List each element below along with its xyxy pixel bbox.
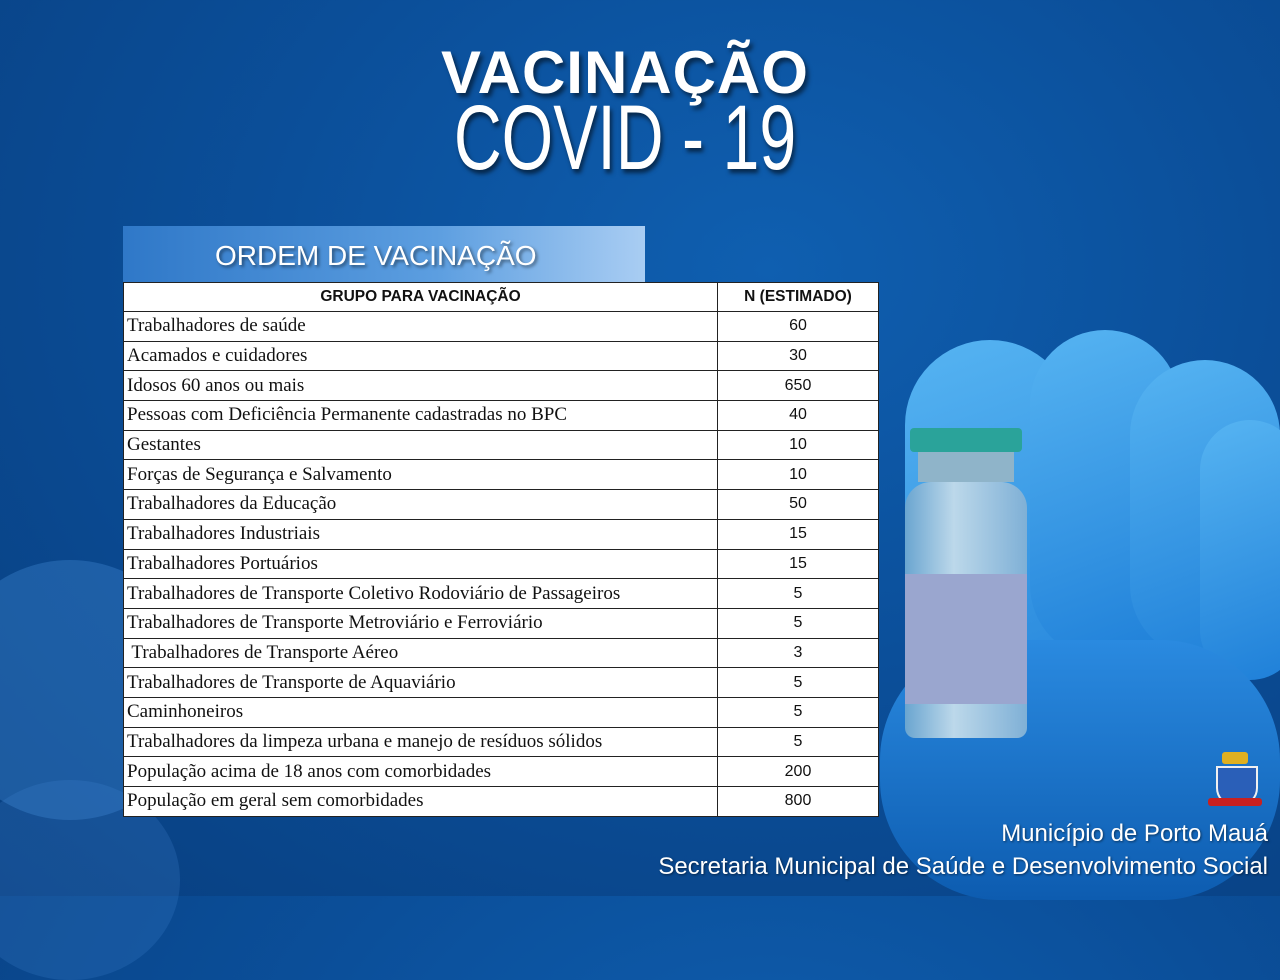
table-header-row bbox=[124, 283, 879, 312]
group-cell: Trabalhadores da Educação bbox=[124, 490, 718, 520]
vaccination-table bbox=[123, 282, 879, 817]
table-row bbox=[124, 312, 879, 342]
count-cell: 50 bbox=[718, 490, 879, 520]
table-row bbox=[124, 608, 879, 638]
count-cell: 5 bbox=[718, 727, 879, 757]
count-cell: 10 bbox=[718, 460, 879, 490]
count-cell: 10 bbox=[718, 430, 879, 460]
group-cell: Trabalhadores de Transporte de Aquaviário bbox=[124, 668, 718, 698]
group-cell: Trabalhadores de Transporte Aéreo bbox=[124, 638, 718, 668]
group-cell: Trabalhadores de Transporte Coletivo Rodoviário de Passageiros bbox=[124, 579, 718, 609]
count-cell: 15 bbox=[718, 549, 879, 579]
table-row bbox=[124, 371, 879, 401]
table-row bbox=[124, 697, 879, 727]
group-cell: Caminhoneiros bbox=[124, 697, 718, 727]
group-cell: Gestantes bbox=[124, 430, 718, 460]
count-cell: 5 bbox=[718, 579, 879, 609]
footer-secretariat: Secretaria Municipal de Saúde e Desenvolvimento Social bbox=[658, 853, 1268, 880]
section-banner bbox=[123, 226, 645, 282]
table-row bbox=[124, 341, 879, 371]
table-row bbox=[124, 460, 879, 490]
table-row bbox=[124, 519, 879, 549]
title-covid: COVID - 19 bbox=[453, 87, 797, 189]
footer-municipality: Município de Porto Mauá bbox=[1001, 820, 1268, 847]
table-row bbox=[124, 490, 879, 520]
group-cell: Pessoas com Deficiência Permanente cadastradas no BPC bbox=[124, 401, 718, 431]
table-row bbox=[124, 579, 879, 609]
table-row bbox=[124, 430, 879, 460]
table-row bbox=[124, 638, 879, 668]
group-cell: Trabalhadores de saúde bbox=[124, 312, 718, 342]
group-cell: Trabalhadores Portuários bbox=[124, 549, 718, 579]
count-cell: 650 bbox=[718, 371, 879, 401]
count-cell: 3 bbox=[718, 638, 879, 668]
group-cell: Idosos 60 anos ou mais bbox=[124, 371, 718, 401]
count-cell: 5 bbox=[718, 668, 879, 698]
table-row bbox=[124, 549, 879, 579]
count-cell: 200 bbox=[718, 757, 879, 787]
group-cell: População acima de 18 anos com comorbidades bbox=[124, 757, 718, 787]
table-row bbox=[124, 401, 879, 431]
group-cell: Forças de Segurança e Salvamento bbox=[124, 460, 718, 490]
header-group: GRUPO PARA VACINAÇÃO bbox=[124, 283, 718, 312]
municipal-coat-of-arms bbox=[1208, 752, 1262, 812]
group-cell: Trabalhadores Industriais bbox=[124, 519, 718, 549]
table-row bbox=[124, 787, 879, 817]
count-cell: 15 bbox=[718, 519, 879, 549]
group-cell: Trabalhadores da limpeza urbana e manejo de resíduos sólidos bbox=[124, 727, 718, 757]
header-count: N (ESTIMADO) bbox=[718, 283, 879, 312]
title-vacinacao: VACINAÇÃO bbox=[441, 39, 809, 106]
count-cell: 60 bbox=[718, 312, 879, 342]
table-row bbox=[124, 727, 879, 757]
count-cell: 5 bbox=[718, 608, 879, 638]
count-cell: 800 bbox=[718, 787, 879, 817]
banner-label: ORDEM DE VACINAÇÃO bbox=[215, 240, 537, 271]
count-cell: 30 bbox=[718, 341, 879, 371]
table-row bbox=[124, 668, 879, 698]
count-cell: 40 bbox=[718, 401, 879, 431]
group-cell: Trabalhadores de Transporte Metroviário e Ferroviário bbox=[124, 608, 718, 638]
count-cell: 5 bbox=[718, 697, 879, 727]
group-cell: População em geral sem comorbidades bbox=[124, 787, 718, 817]
group-cell: Acamados e cuidadores bbox=[124, 341, 718, 371]
table-row bbox=[124, 757, 879, 787]
